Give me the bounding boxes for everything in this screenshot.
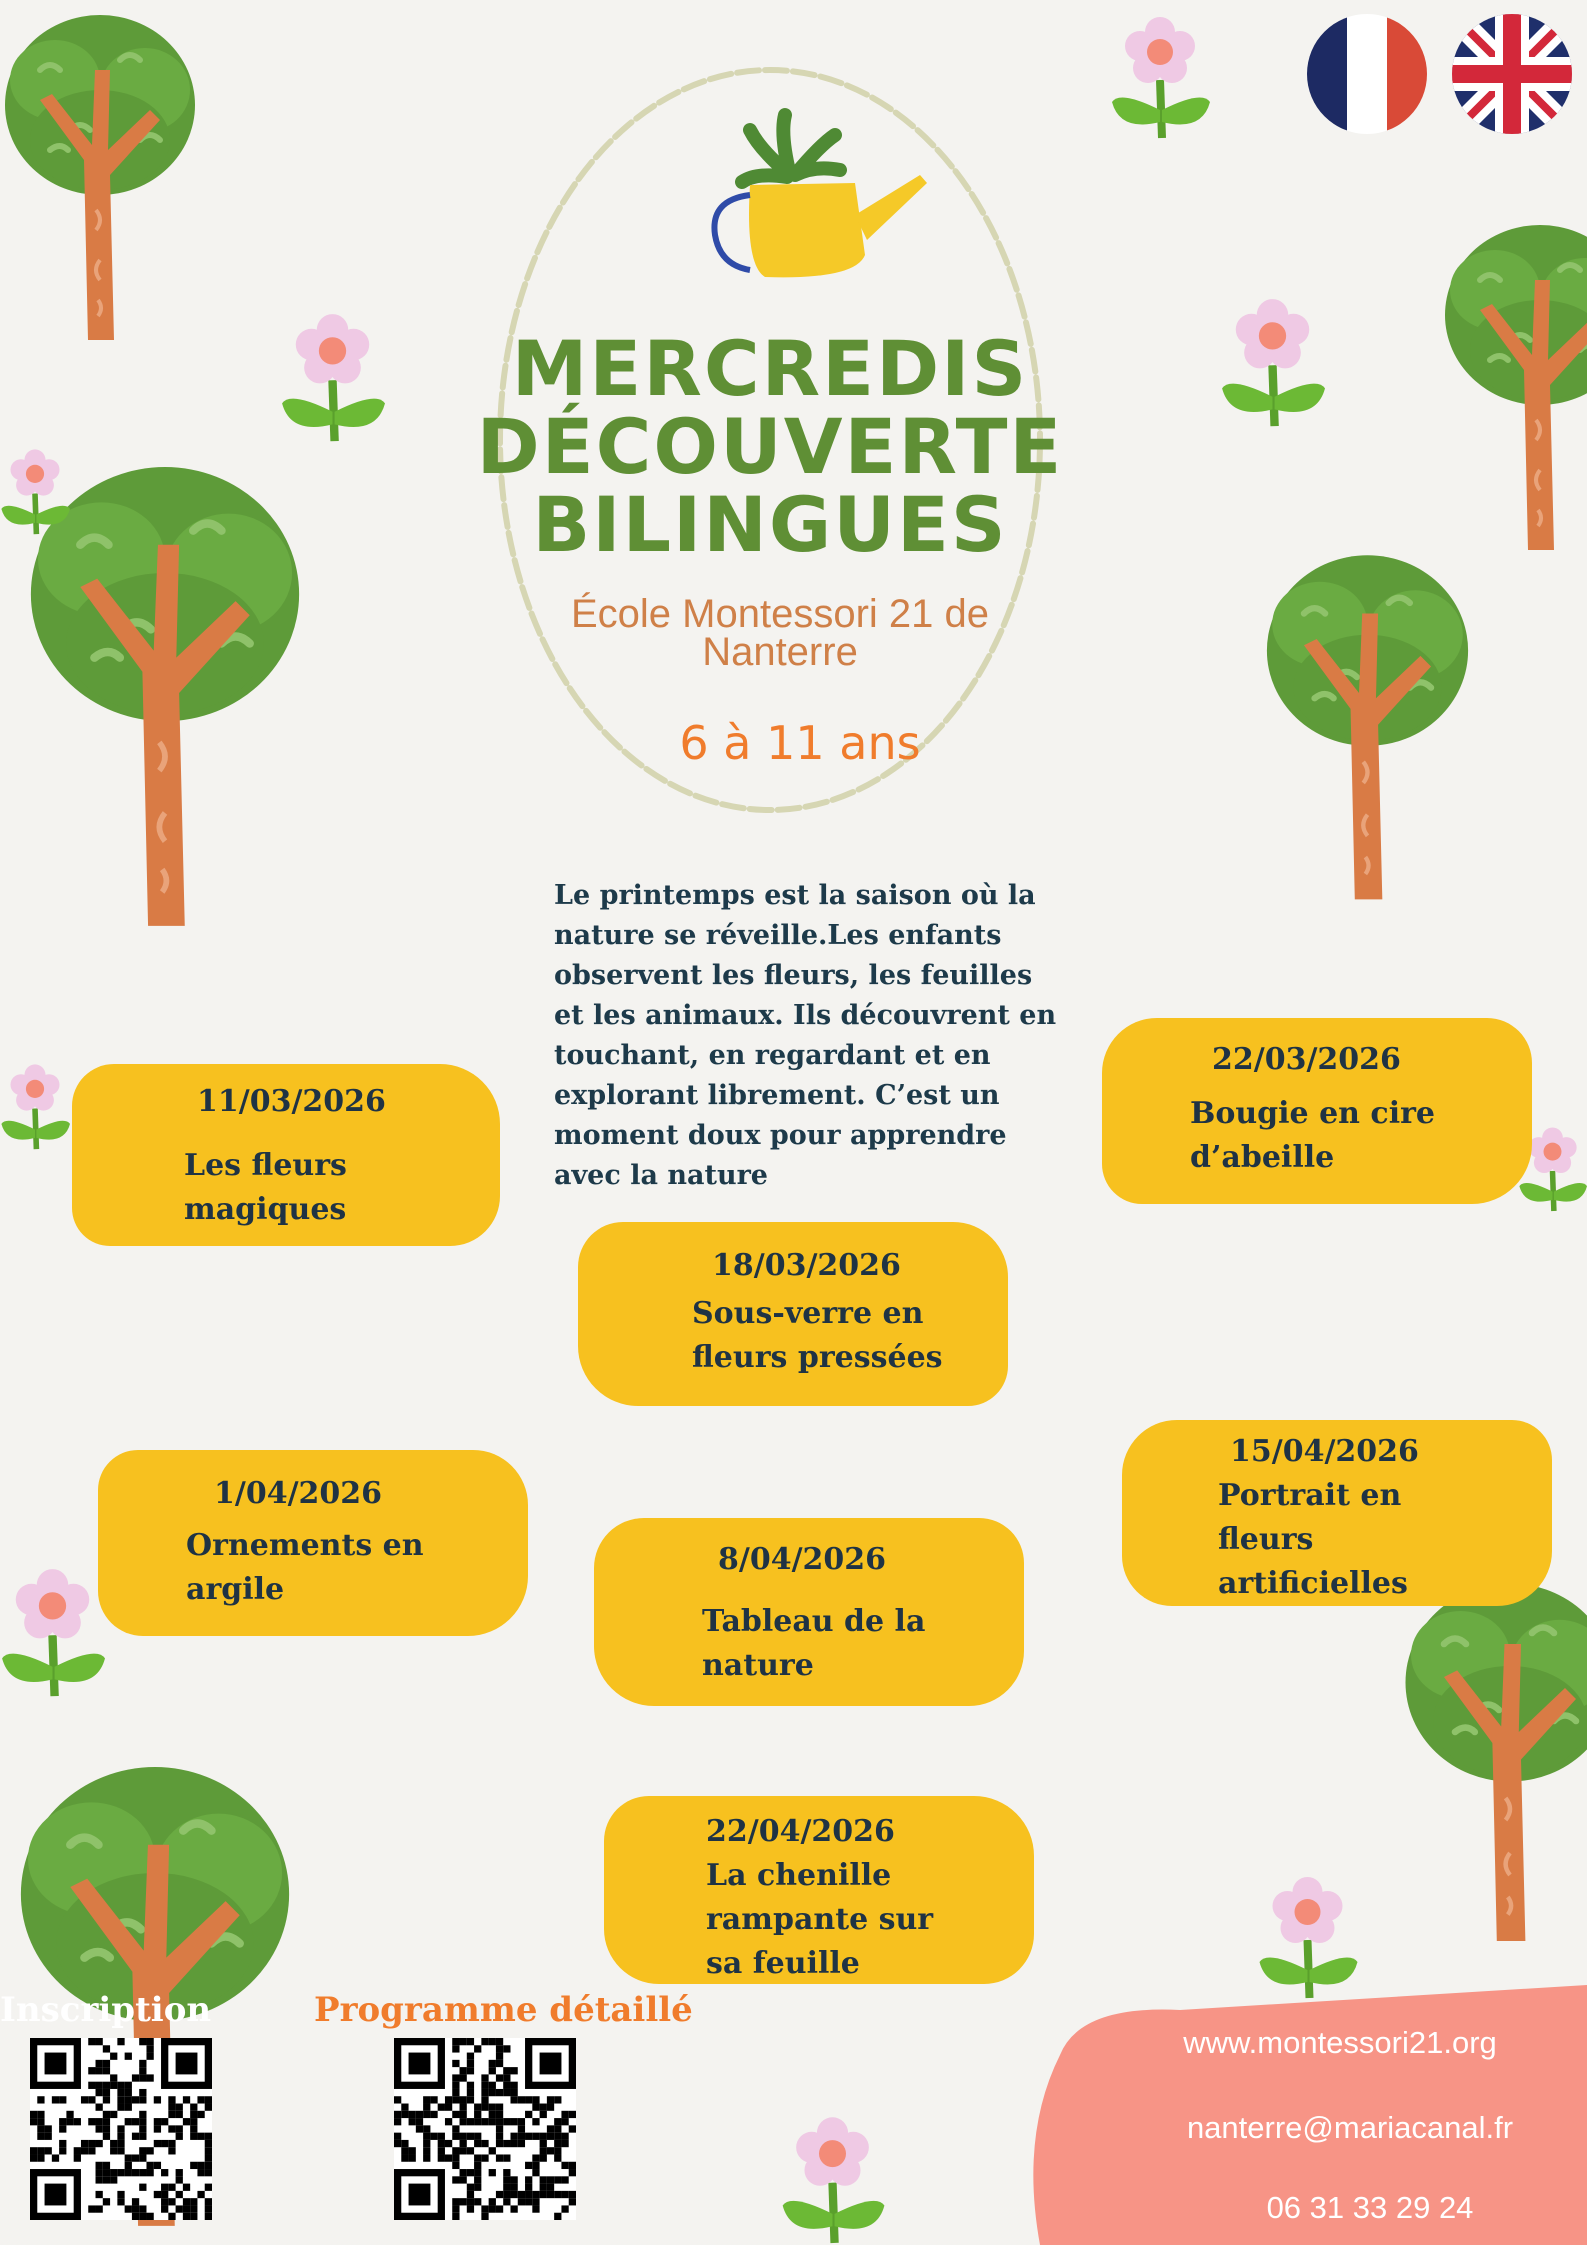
school-name-line-1: École Montessori 21 de <box>570 592 989 636</box>
website-link[interactable]: www.montessori21.org <box>1183 2025 1497 2060</box>
school-name-line-2: Nanterre <box>702 630 858 674</box>
flower-illustration <box>1255 1870 1360 2000</box>
event-date: 8/04/2026 <box>718 1542 887 1577</box>
email-link[interactable]: nanterre@mariacanal.fr <box>1186 2110 1514 2145</box>
event-title: Ornements en argile <box>186 1528 424 1607</box>
event-title: La chenille rampante sur sa feuille <box>706 1858 934 1981</box>
title-line-2: DÉCOUVERTE <box>476 402 1064 491</box>
event-date: 11/03/2026 <box>197 1084 386 1119</box>
event-card <box>1122 1420 1552 1606</box>
flower-illustration <box>0 1555 105 1705</box>
event-date: 15/04/2026 <box>1230 1434 1419 1469</box>
flower-illustration <box>0 1030 70 1180</box>
event-title: Sous-verre en fleurs pressées <box>692 1296 943 1375</box>
event-date: 18/03/2026 <box>712 1248 901 1283</box>
tree-illustration <box>1440 195 1587 585</box>
event-card <box>72 1064 500 1246</box>
phone-number[interactable]: 06 31 33 29 24 <box>1266 2190 1474 2225</box>
event-card <box>604 1796 1034 1984</box>
inscription-qr-code[interactable] <box>30 2038 212 2220</box>
uk-flag-icon[interactable] <box>1450 12 1574 136</box>
french-flag-icon[interactable] <box>1305 12 1429 136</box>
flower-illustration <box>780 2110 885 2245</box>
event-date: 1/04/2026 <box>214 1476 383 1511</box>
age-range: 6 à 11 ans <box>679 716 921 770</box>
watering-can-icon <box>705 105 935 290</box>
event-card <box>578 1222 1008 1406</box>
title-line-1: MERCREDIS <box>511 324 1029 413</box>
inscription-label: Inscription <box>0 1990 212 2030</box>
flower-illustration <box>280 300 385 450</box>
event-date: 22/03/2026 <box>1212 1042 1401 1077</box>
title-line-3: BILINGUES <box>532 480 1008 569</box>
event-date: 22/04/2026 <box>706 1814 895 1849</box>
event-title: Portrait en fleurs artificielles <box>1218 1478 1408 1601</box>
event-title: Bougie en cire d’abeille <box>1190 1096 1435 1175</box>
event-card <box>1102 1018 1532 1204</box>
flower-illustration <box>0 420 70 560</box>
event-title: Les fleurs magiques <box>184 1148 347 1227</box>
tree-illustration <box>0 10 200 350</box>
flower-illustration <box>1220 285 1325 435</box>
programme-qr-code[interactable] <box>394 2038 576 2220</box>
programme-label: Programme détaillé <box>314 1990 693 2030</box>
tree-illustration <box>1260 550 1475 910</box>
event-card <box>594 1518 1024 1706</box>
event-title: Tableau de la nature <box>702 1604 926 1683</box>
flower-illustration <box>1110 5 1210 145</box>
intro-paragraph: Le printemps est la saison où la nature se réveille.Les enfants observent les fleurs, les feuilles et les animaux. Ils découvrent en touchant, en regardant et en explorant librement. C’est un moment doux pour apprendre avec la nature <box>554 880 1057 1191</box>
event-card <box>98 1450 528 1636</box>
